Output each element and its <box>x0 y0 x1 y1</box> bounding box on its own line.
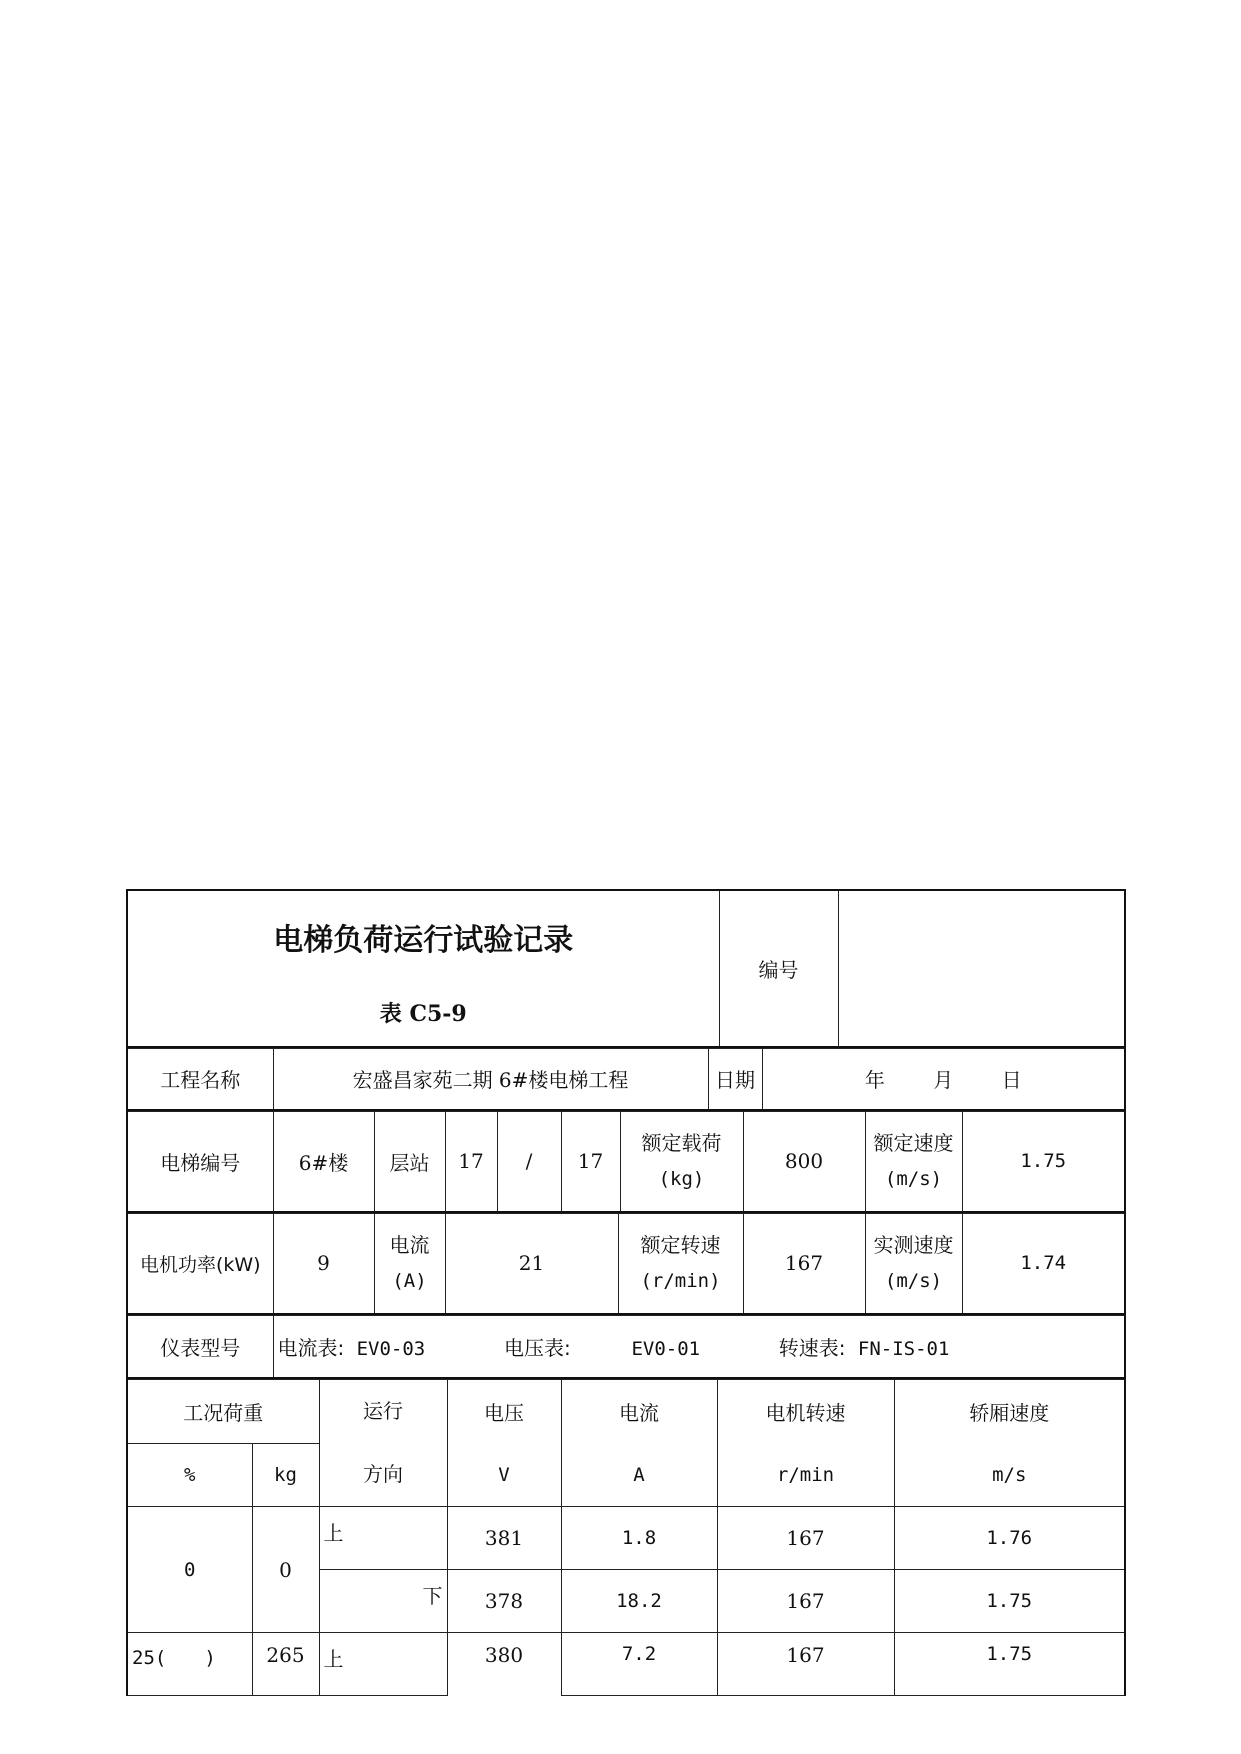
col-speed-unit: m/s <box>894 1443 1125 1507</box>
row-load-pct[interactable]: 0 <box>127 1507 252 1633</box>
col-voltage-header: 电压 <box>447 1380 561 1444</box>
tachometer-label: 转速表: <box>778 1335 846 1360</box>
title-cell <box>127 890 719 1047</box>
serial-label: 编号 <box>719 890 838 1047</box>
row-load-kg[interactable]: 265 <box>252 1633 319 1696</box>
instruments-label: 仪表型号 <box>127 1315 273 1378</box>
voltmeter-label: 电压表: <box>503 1335 571 1360</box>
row-voltage[interactable]: 381 <box>447 1507 561 1570</box>
form-code: 表 C5-9 <box>379 1001 467 1027</box>
measured-speed-value[interactable]: 1.74 <box>962 1214 1125 1314</box>
col-direction-bottom: 方向 <box>363 1462 403 1486</box>
row-current[interactable]: 18.2 <box>561 1570 717 1633</box>
rated-rpm-label <box>618 1214 743 1314</box>
measured-speed-label-text: 实测速度 <box>873 1233 954 1258</box>
ammeter-label: 电流表: <box>277 1335 345 1360</box>
table-row <box>127 1507 1125 1570</box>
row-load-kg[interactable]: 0 <box>252 1507 319 1633</box>
motor-current-value[interactable]: 21 <box>445 1214 618 1314</box>
elevator-id-value[interactable]: 6#楼 <box>273 1111 374 1212</box>
row-voltage[interactable]: 378 <box>447 1570 561 1633</box>
measurement-table <box>126 1379 1126 1696</box>
project-table <box>126 1048 1126 1111</box>
row-speed[interactable]: 1.76 <box>894 1507 1125 1570</box>
row-current[interactable]: 7.2 <box>561 1633 717 1696</box>
motor-power-value[interactable]: 9 <box>273 1214 374 1314</box>
row-voltage[interactable]: 380 <box>447 1633 561 1696</box>
col-load-kg: kg <box>252 1443 319 1507</box>
row-direction-down[interactable]: 下 <box>319 1570 447 1633</box>
tachometer-value: FN-IS-01 <box>857 1337 950 1360</box>
form-header-table <box>126 889 1126 1048</box>
col-speed-header: 轿厢速度 <box>894 1380 1125 1444</box>
instruments-value[interactable] <box>273 1315 1125 1378</box>
floors-a[interactable]: 17 <box>445 1111 497 1212</box>
row-rpm[interactable]: 167 <box>717 1633 894 1696</box>
date-day: 日 <box>1001 1068 1022 1093</box>
ammeter-value: EV0-03 <box>356 1337 426 1360</box>
rated-speed-unit: (m/s) <box>884 1168 943 1191</box>
form-title: 电梯负荷运行试验记录 <box>273 923 574 958</box>
col-current-header: 电流 <box>561 1380 717 1444</box>
col-rpm-unit: r/min <box>717 1443 894 1507</box>
project-name-label: 工程名称 <box>127 1049 273 1110</box>
measured-speed-label <box>865 1214 962 1314</box>
date-label: 日期 <box>708 1049 762 1110</box>
rated-load-value[interactable]: 800 <box>743 1111 865 1212</box>
floors-label: 层站 <box>374 1111 445 1212</box>
floors-b[interactable]: 17 <box>561 1111 620 1212</box>
rated-rpm-value[interactable]: 167 <box>743 1214 865 1314</box>
motor-current-label <box>374 1214 445 1314</box>
col-direction-top: 运行 <box>363 1399 403 1423</box>
instruments-table <box>126 1315 1126 1380</box>
rated-rpm-unit: (r/min) <box>640 1270 721 1293</box>
row-speed[interactable]: 1.75 <box>894 1633 1125 1696</box>
row-rpm[interactable]: 167 <box>717 1507 894 1570</box>
motor-power-label: 电机功率(kW) <box>127 1214 273 1314</box>
col-current-unit: A <box>561 1443 717 1507</box>
row-direction-up[interactable]: 上 <box>319 1507 447 1570</box>
col-rpm-header: 电机转速 <box>717 1380 894 1444</box>
load-test-form <box>126 889 1124 1696</box>
measured-speed-unit: (m/s) <box>884 1270 943 1293</box>
elevator-id-label: 电梯编号 <box>127 1111 273 1212</box>
motor-table <box>126 1213 1126 1315</box>
elevator-table <box>126 1111 1126 1214</box>
col-voltage-unit: V <box>447 1443 561 1507</box>
rated-load-unit: (kg) <box>658 1168 705 1191</box>
col-direction-header <box>319 1380 447 1507</box>
rated-rpm-label-text: 额定转速 <box>640 1233 721 1258</box>
rated-speed-value[interactable]: 1.75 <box>962 1111 1125 1212</box>
rated-load-label <box>620 1111 743 1212</box>
motor-current-label-text: 电流 <box>389 1233 430 1258</box>
floors-separator: / <box>497 1111 561 1212</box>
motor-current-unit: (A) <box>392 1270 427 1293</box>
rated-speed-label-text: 额定速度 <box>873 1131 954 1156</box>
table-row <box>127 1633 1125 1696</box>
voltmeter-value: EV0-01 <box>631 1337 701 1360</box>
row-direction-up[interactable]: 上 <box>319 1633 447 1696</box>
col-load-pct: % <box>127 1443 252 1507</box>
row-current[interactable]: 1.8 <box>561 1507 717 1570</box>
project-name-value[interactable]: 宏盛昌家苑二期 6#楼电梯工程 <box>273 1049 708 1110</box>
serial-value[interactable] <box>838 890 1125 1047</box>
date-value[interactable] <box>762 1049 1125 1110</box>
row-speed[interactable]: 1.75 <box>894 1570 1125 1633</box>
row-rpm[interactable]: 167 <box>717 1570 894 1633</box>
rated-load-label-text: 额定载荷 <box>641 1131 722 1156</box>
rated-speed-label <box>865 1111 962 1212</box>
row-load-pct[interactable]: 25( ) <box>127 1633 252 1696</box>
date-month: 月 <box>933 1068 954 1093</box>
date-year: 年 <box>864 1068 885 1093</box>
col-load-header: 工况荷重 <box>127 1380 319 1444</box>
